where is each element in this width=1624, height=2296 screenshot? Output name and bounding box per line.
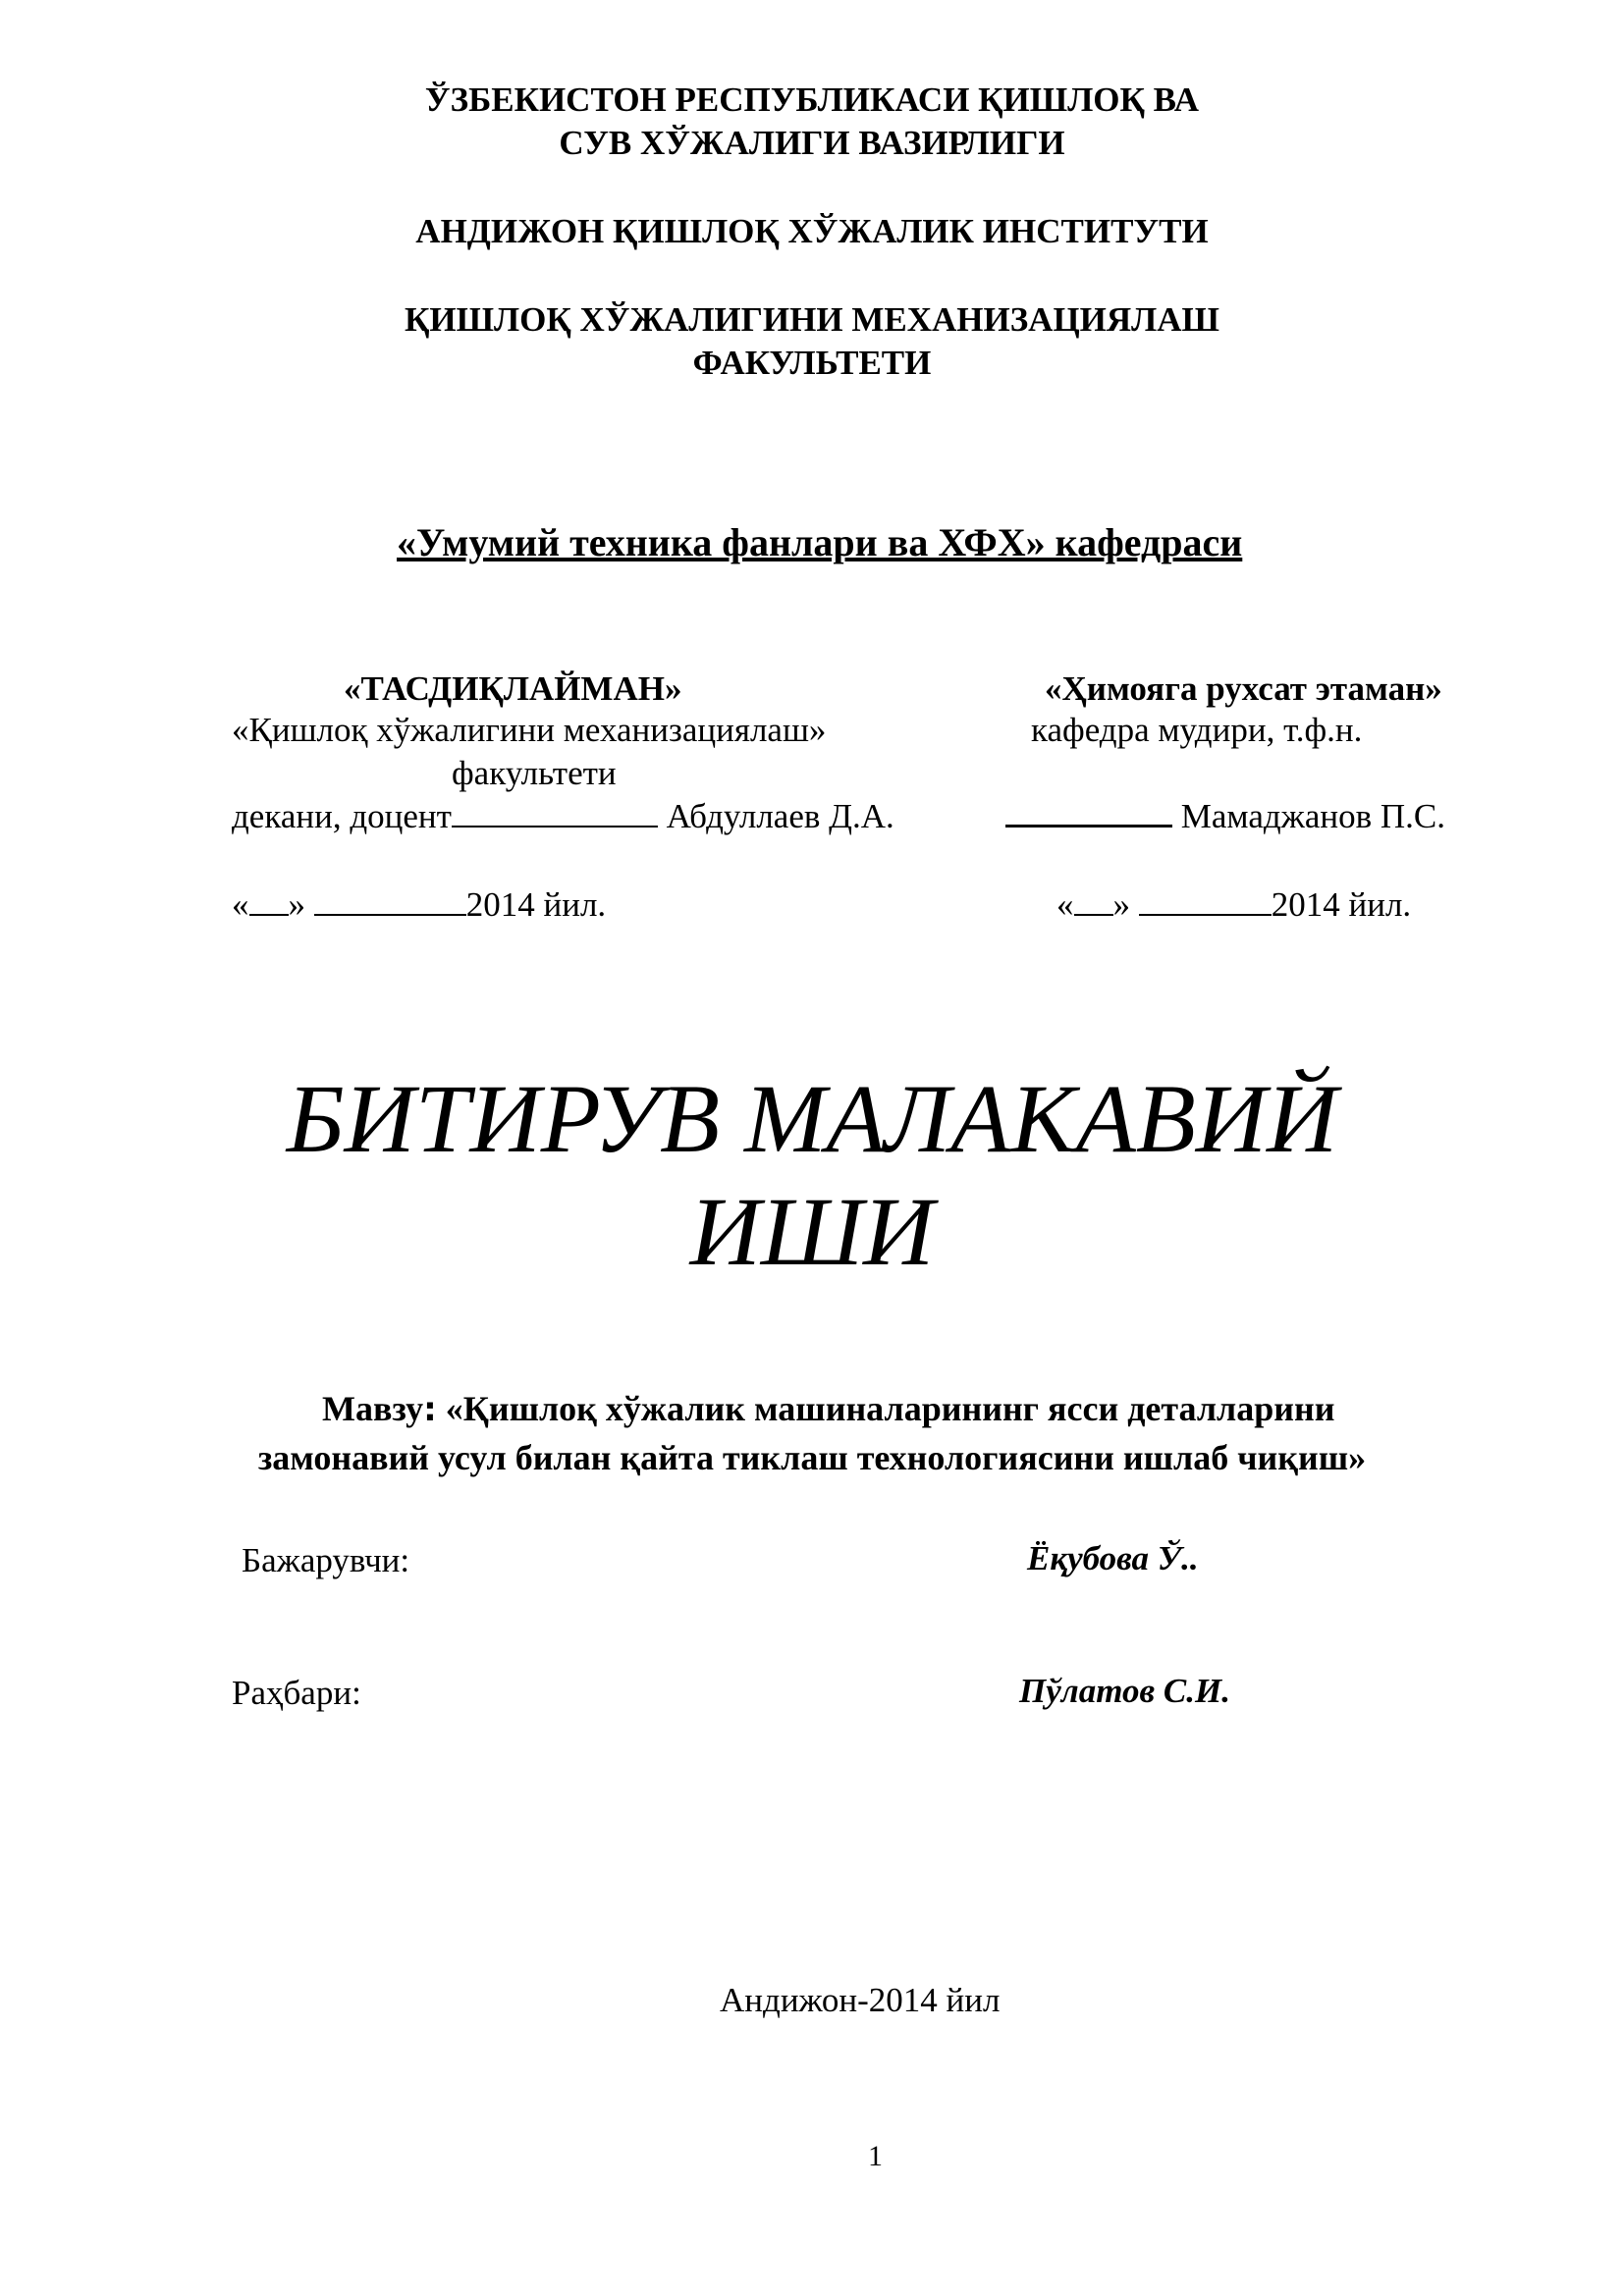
approval-right-date [1056,883,1411,927]
approval-left-line-1: «Қишлоқ хўжалигини механизациялаш» [232,711,827,749]
approval-right-year: 2014 йил. [1271,885,1412,924]
approval-right-heading: «Ҳимояга рухсат этаман» [1045,669,1442,708]
day-blank [249,884,289,916]
signature-blank [1005,795,1172,828]
approval-left-signature-line [232,795,894,838]
supervisor-name: Пўлатов С.И. [1019,1672,1230,1710]
work-title-line-2: ИШИ [689,1177,935,1286]
faculty-line-2: ФАКУЛЬТЕТИ [692,344,932,382]
approval-left-line-2: факультети [452,754,617,792]
approval-right-signature-line [1005,795,1445,838]
approval-right-line-1: кафедра мудири, т.ф.н. [1031,711,1363,749]
month-blank [314,884,466,916]
topic-text-1: «Қишлоқ хўжалик машиналарининг ясси деталларини [436,1389,1335,1428]
performer-label: Бажарувчи: [242,1541,410,1579]
approval-left-year: 2014 йил. [465,885,607,924]
performer-name: Ёқубова Ў.. [1027,1539,1199,1577]
quote-close: » [1112,885,1130,924]
approval-left-heading: «ТАСДИҚЛАЙМАН» [344,669,682,708]
signature-blank [452,796,658,828]
month-blank [1139,884,1272,916]
institute-name: АНДИЖОН ҚИШЛОҚ ХЎЖАЛИК ИНСТИТУТИ [415,212,1209,250]
approval-right-signer: Мамаджанов П.С. [1180,797,1446,835]
faculty-line-1: ҚИШЛОҚ ХЎЖАЛИГИНИ МЕХАНИЗАЦИЯЛАШ [405,300,1219,339]
quote-open: « [1056,885,1074,924]
day-blank [1074,884,1113,916]
page-number: 1 [868,2140,883,2172]
approval-left-date [232,883,606,927]
work-title-line-1: БИТИРУВ МАЛАКАВИЙ [286,1064,1338,1173]
department-name: «Умумий техника фанлари ва ХФХ» кафедраси [397,520,1243,564]
quote-open: « [232,885,249,924]
quote-close: » [288,885,305,924]
ministry-line-1: ЎЗБЕКИСТОН РЕСПУБЛИКАСИ ҚИШЛОҚ ВА [424,80,1200,119]
approval-left-position: декани, доцент [232,797,452,835]
supervisor-label: Раҳбари: [232,1674,361,1712]
topic-label: Мавзу [322,1389,424,1428]
city-year: Андижон-2014 йил [720,1981,1001,2019]
topic-line-2: замонавий усул билан қайта тиклаш технологиясини ишлаб чиқиш» [257,1438,1367,1477]
ministry-line-2: СУВ ХЎЖАЛИГИ ВАЗИРЛИГИ [559,124,1065,162]
topic-line-1 [322,1386,1334,1432]
approval-left-signer: Абдуллаев Д.А. [666,797,894,835]
topic-colon: : [423,1390,437,1429]
